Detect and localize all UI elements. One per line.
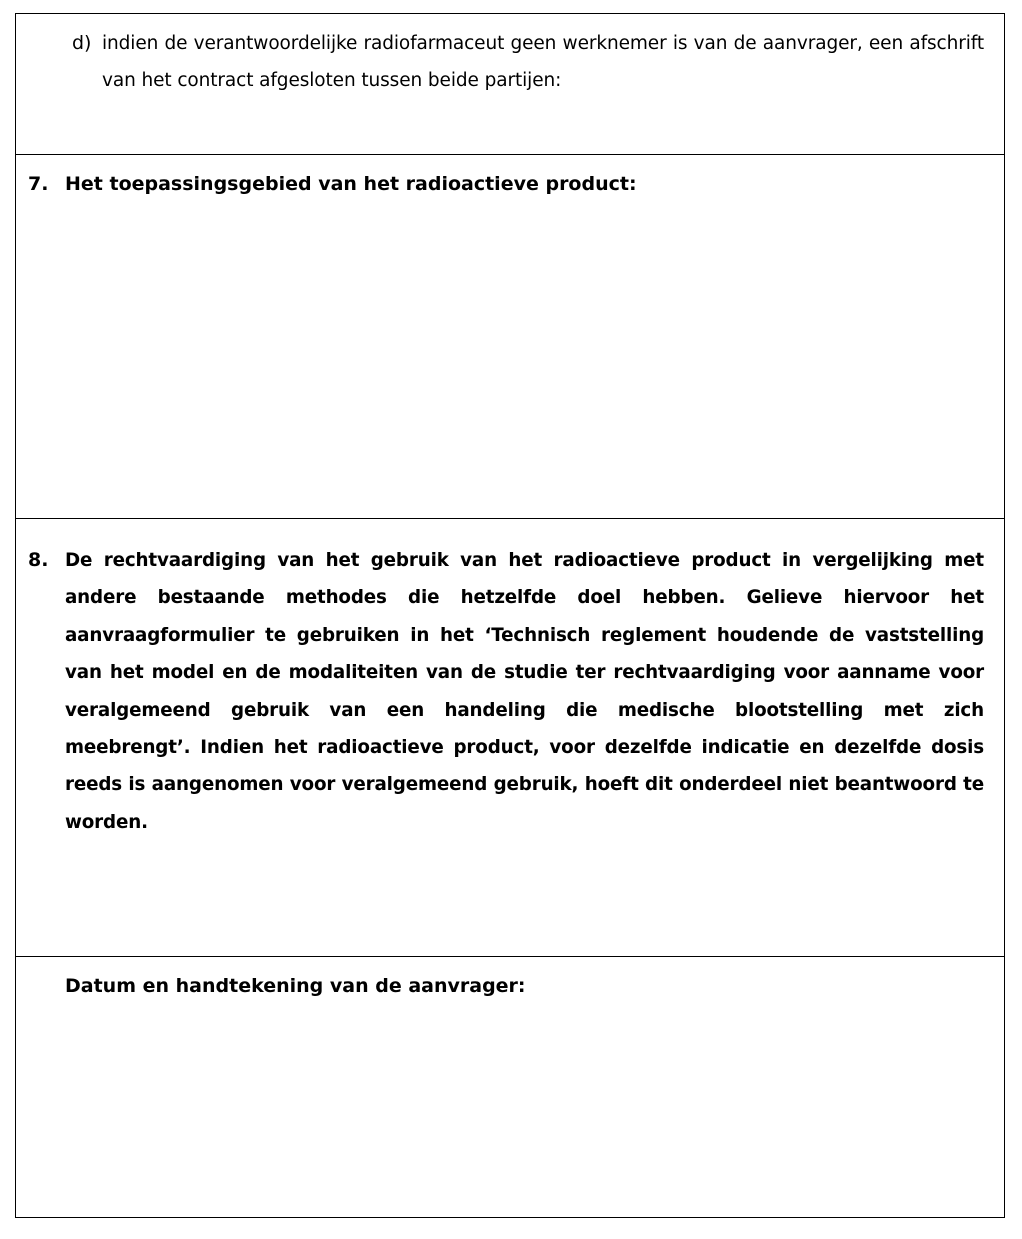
section-7-application-field [16,154,1004,518]
item-d-text: indien de verantwoordelijke radiofarmaceut geen werknemer is van de aanvrager, een afschrift van het contract afgesloten tussen beide partijen: [102,33,984,91]
application-form-table [15,13,1005,1218]
signature-label: Datum en handtekening van de aanvrager: [65,975,526,997]
item-marker: d) [72,32,92,54]
section-d-contract-copy [16,14,1004,154]
section-number: 7. [28,173,49,195]
section-8-heading: De rechtvaardiging van het gebruik van het radioactieve product in vergelijking met andere bestaande methodes die hetzelfde doel hebben. Gelieve hiervoor het aanvraagformulier te gebruiken in het ‘Technisch reglement houdende de vaststelling van het model en de modaliteiten van de studie ter rechtvaardiging voor aanname voor veralgemeend gebruik van een handeling die medische blootstelling met zich meebrengt’. Indien het radioactieve product, voor dezelfde indicatie en dezelfde dosis reeds is aangenomen voor veralgemeend gebruik, hoeft dit onderdeel niet beantwoord te worden. [65,550,984,833]
section-number: 8. [28,549,49,571]
section-8-justification [16,518,1004,956]
signature-section [16,956,1004,1218]
section-7-heading: Het toepassingsgebied van het radioactieve product: [65,173,637,195]
